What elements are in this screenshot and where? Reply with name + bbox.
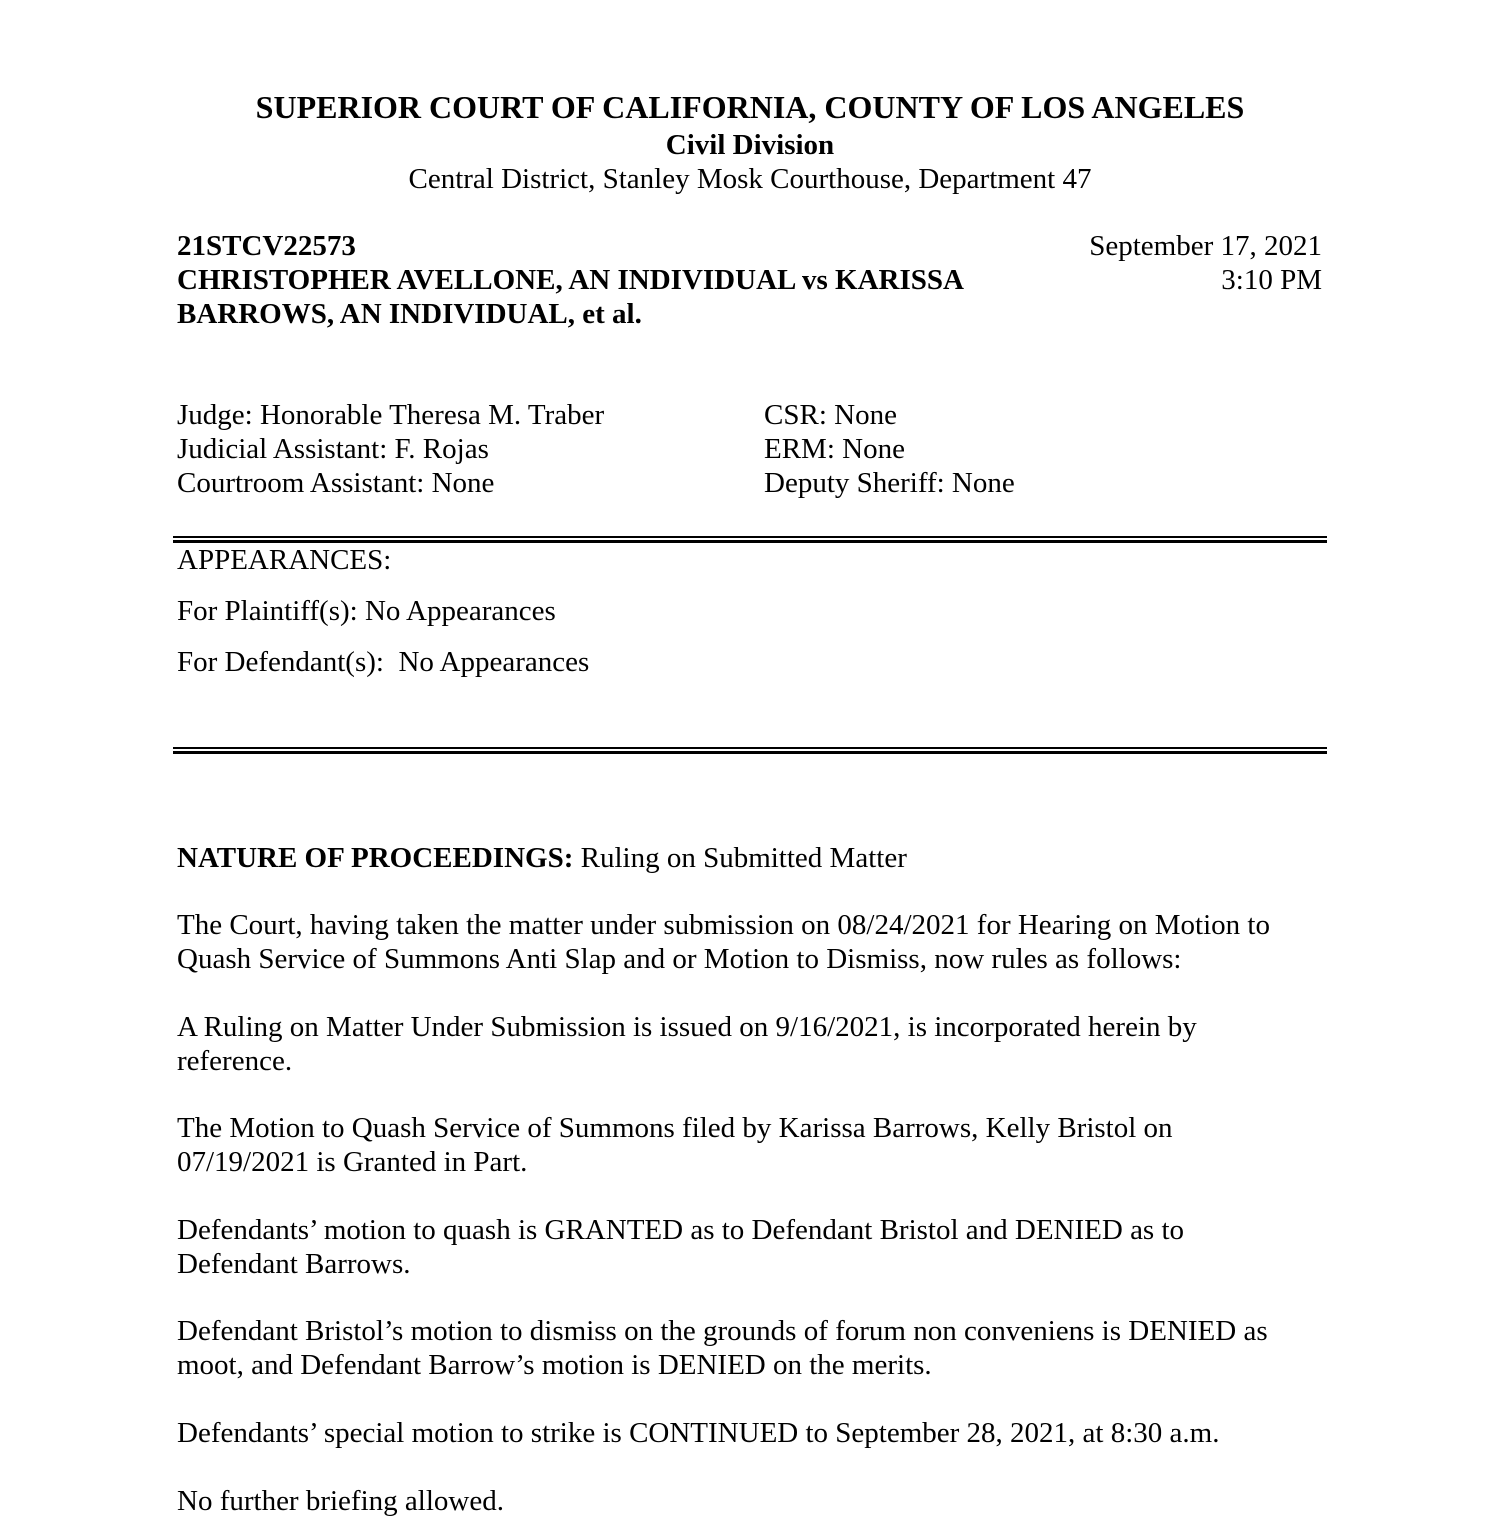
paragraph-1-line-2: Quash Service of Summons Anti Slap and or Motion to Dismiss, now rules as follows:: [177, 943, 1182, 975]
division: Civil Division: [665, 129, 835, 161]
paragraph-2-line-2: reference.: [177, 1045, 293, 1077]
paragraph-4-line-2: Defendant Barrows.: [177, 1248, 411, 1280]
divider-bottom-thin: [173, 747, 1327, 749]
proceedings-value: Ruling on Submitted Matter: [573, 842, 907, 874]
judge: Judge: Honorable Theresa M. Traber: [177, 399, 605, 431]
paragraph-6: Defendants’ special motion to strike is CONTINUED to September 28, 2021, at 8:30 a.m.: [177, 1417, 1220, 1449]
case-time: 3:10 PM: [1221, 264, 1322, 296]
divider-top-thin: [173, 536, 1327, 538]
csr: CSR: None: [764, 399, 897, 431]
divider-bottom-thick: [173, 751, 1327, 754]
paragraph-1-line-1: The Court, having taken the matter under submission on 08/24/2021 for Hearing on Motion to: [177, 909, 1270, 941]
judicial-assistant: Judicial Assistant: F. Rojas: [177, 433, 489, 465]
deputy-sheriff: Deputy Sheriff: None: [764, 467, 1015, 499]
paragraph-3-line-1: The Motion to Quash Service of Summons filed by Karissa Barrows, Kelly Bristol on: [177, 1112, 1173, 1144]
case-title-line-2: BARROWS, AN INDIVIDUAL, et al.: [177, 298, 642, 330]
court-location: Central District, Stanley Mosk Courthouse, Department 47: [408, 163, 1092, 195]
case-number: 21STCV22573: [177, 230, 356, 262]
nature-of-proceedings: [177, 841, 907, 875]
case-date: September 17, 2021: [1089, 230, 1322, 262]
paragraph-5-line-2: moot, and Defendant Barrow’s motion is DENIED on the merits.: [177, 1349, 932, 1381]
appearances-heading: APPEARANCES:: [177, 544, 392, 576]
paragraph-2-line-1: A Ruling on Matter Under Submission is issued on 9/16/2021, is incorporated herein by: [177, 1011, 1197, 1043]
plaintiff-appearance: For Plaintiff(s): No Appearances: [177, 595, 556, 627]
court-name: SUPERIOR COURT OF CALIFORNIA, COUNTY OF LOS ANGELES: [255, 89, 1245, 125]
paragraph-3-line-2: 07/19/2021 is Granted in Part.: [177, 1146, 528, 1178]
defendant-appearance: For Defendant(s): No Appearances: [177, 646, 590, 678]
paragraph-7: No further briefing allowed.: [177, 1485, 504, 1517]
paragraph-4-line-1: Defendants’ motion to quash is GRANTED as to Defendant Bristol and DENIED as to: [177, 1214, 1185, 1246]
erm: ERM: None: [764, 433, 905, 465]
courtroom-assistant: Courtroom Assistant: None: [177, 467, 495, 499]
proceedings-label: NATURE OF PROCEEDINGS:: [177, 842, 574, 874]
paragraph-5-line-1: Defendant Bristol’s motion to dismiss on the grounds of forum non conveniens is DENIED as: [177, 1315, 1268, 1347]
case-title-line-1: CHRISTOPHER AVELLONE, AN INDIVIDUAL vs KARISSA: [177, 264, 964, 296]
